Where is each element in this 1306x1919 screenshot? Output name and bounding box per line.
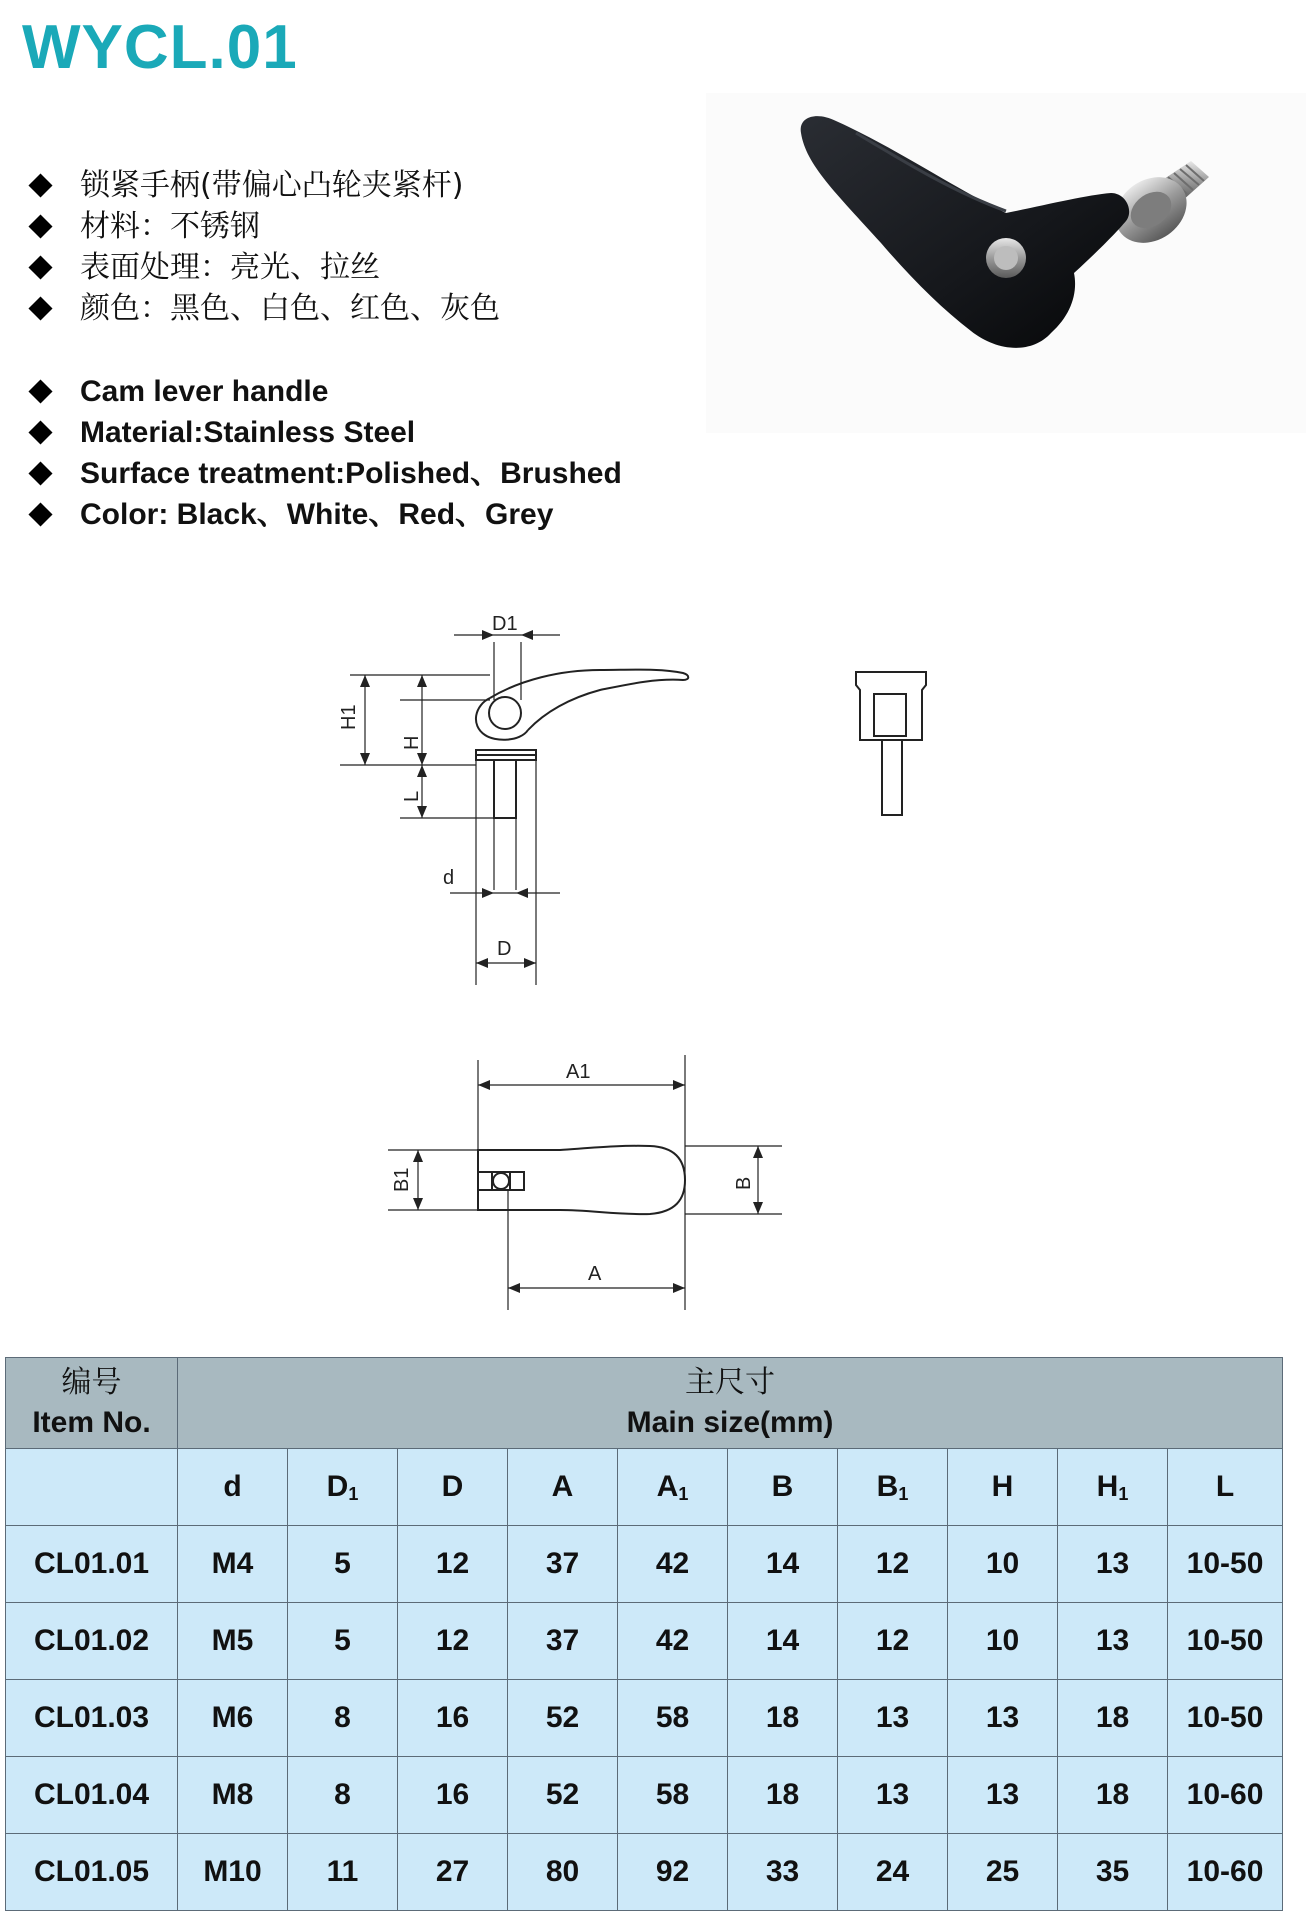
cam-lever bbox=[801, 116, 1129, 348]
product-title: WYCL.01 bbox=[22, 13, 298, 82]
table-cell: CL01.02 bbox=[6, 1603, 178, 1680]
table-cell: 18 bbox=[728, 1680, 838, 1757]
feature-item bbox=[28, 494, 622, 535]
feature-item bbox=[28, 453, 622, 494]
column-header: L bbox=[1168, 1449, 1283, 1526]
dim-label-l: L bbox=[401, 790, 423, 802]
table-cell: M6 bbox=[178, 1680, 288, 1757]
feature-item bbox=[28, 288, 500, 329]
table-cell: 13 bbox=[1058, 1603, 1168, 1680]
table-cell: 24 bbox=[838, 1834, 948, 1911]
table-cell: 16 bbox=[398, 1680, 508, 1757]
table-cell: 10 bbox=[948, 1526, 1058, 1603]
column-header: $B_1$ bbox=[838, 1449, 948, 1526]
column-header: H bbox=[948, 1449, 1058, 1526]
table-cell: 14 bbox=[728, 1526, 838, 1603]
table-cell: 10-60 bbox=[1168, 1834, 1283, 1911]
diamond-bullet-icon bbox=[28, 173, 52, 197]
dim-label-a1: A1 bbox=[566, 1061, 591, 1083]
feature-text: 表面处理：亮光、拉丝 bbox=[80, 250, 380, 285]
table-row bbox=[6, 1680, 1283, 1757]
table-row bbox=[6, 1603, 1283, 1680]
technical-drawing bbox=[0, 590, 1306, 1320]
end-view bbox=[856, 672, 926, 740]
table-cell: M4 bbox=[178, 1526, 288, 1603]
feature-list-english bbox=[28, 371, 622, 535]
column-header: D bbox=[398, 1449, 508, 1526]
table-cell: 42 bbox=[618, 1526, 728, 1603]
table-row bbox=[6, 1526, 1283, 1603]
feature-item bbox=[28, 247, 500, 288]
table-cell: M5 bbox=[178, 1603, 288, 1680]
table-cell: 14 bbox=[728, 1603, 838, 1680]
table-row bbox=[6, 1834, 1283, 1911]
diamond-bullet-icon bbox=[28, 379, 52, 403]
table-cell: 12 bbox=[398, 1603, 508, 1680]
table-cell: 42 bbox=[618, 1603, 728, 1680]
feature-text: Cam lever handle bbox=[80, 375, 329, 408]
product-photo bbox=[706, 93, 1306, 433]
table-cell: 11 bbox=[288, 1834, 398, 1911]
column-header-row bbox=[6, 1449, 1283, 1526]
main-size-header-cn: 主尺寸 bbox=[685, 1365, 776, 1400]
table-cell: 13 bbox=[1058, 1526, 1168, 1603]
column-header: d bbox=[178, 1449, 288, 1526]
dim-label-d: d bbox=[443, 867, 455, 889]
diamond-bullet-icon bbox=[28, 255, 52, 279]
table-cell: 13 bbox=[838, 1757, 948, 1834]
feature-text: Surface treatment:Polished、Brushed bbox=[80, 457, 622, 490]
table-cell: 80 bbox=[508, 1834, 618, 1911]
column-header: A bbox=[508, 1449, 618, 1526]
table-cell: CL01.03 bbox=[6, 1680, 178, 1757]
feature-text: Material:Stainless Steel bbox=[80, 416, 416, 449]
table-row bbox=[6, 1757, 1283, 1834]
main-size-header-en: Main size(mm) bbox=[626, 1406, 834, 1439]
column-header-empty bbox=[6, 1449, 178, 1526]
table-cell: 18 bbox=[1058, 1757, 1168, 1834]
table-cell: 92 bbox=[618, 1834, 728, 1911]
diamond-bullet-icon bbox=[28, 214, 52, 238]
table-cell: 5 bbox=[288, 1603, 398, 1680]
dim-label-D: D bbox=[497, 938, 512, 960]
side-view-stud bbox=[494, 760, 516, 818]
feature-item bbox=[28, 206, 500, 247]
table-cell: 52 bbox=[508, 1680, 618, 1757]
table-cell: 35 bbox=[1058, 1834, 1168, 1911]
table-cell: 5 bbox=[288, 1526, 398, 1603]
table-cell: 37 bbox=[508, 1526, 618, 1603]
table-cell: 58 bbox=[618, 1757, 728, 1834]
table-cell: M8 bbox=[178, 1757, 288, 1834]
table-cell: 18 bbox=[728, 1757, 838, 1834]
table-cell: 10-50 bbox=[1168, 1680, 1283, 1757]
table-cell: 12 bbox=[838, 1526, 948, 1603]
table-cell: 58 bbox=[618, 1680, 728, 1757]
table-cell: M10 bbox=[178, 1834, 288, 1911]
dim-label-b1: B1 bbox=[391, 1167, 413, 1192]
table-cell: 10-50 bbox=[1168, 1603, 1283, 1680]
diamond-bullet-icon bbox=[28, 296, 52, 320]
table-cell: 25 bbox=[948, 1834, 1058, 1911]
table-cell: 27 bbox=[398, 1834, 508, 1911]
dim-label-a: A bbox=[588, 1263, 602, 1285]
table-header-row bbox=[6, 1358, 1283, 1449]
feature-text: Color: Black、White、Red、Grey bbox=[80, 498, 554, 531]
feature-item bbox=[28, 412, 622, 453]
table-cell: 13 bbox=[838, 1680, 948, 1757]
table-cell: 10-60 bbox=[1168, 1757, 1283, 1834]
dim-label-h: H bbox=[401, 735, 423, 750]
table-cell: 13 bbox=[948, 1757, 1058, 1834]
feature-item bbox=[28, 371, 622, 412]
dim-label-d1: D1 bbox=[492, 613, 518, 635]
feature-item bbox=[28, 165, 500, 206]
table-cell: 8 bbox=[288, 1680, 398, 1757]
column-header: $H_1$ bbox=[1058, 1449, 1168, 1526]
table-cell: 52 bbox=[508, 1757, 618, 1834]
table-cell: CL01.05 bbox=[6, 1834, 178, 1911]
table-cell: 37 bbox=[508, 1603, 618, 1680]
feature-text: 颜色：黑色、白色、红色、灰色 bbox=[80, 291, 500, 326]
spec-table bbox=[5, 1357, 1283, 1911]
item-no-header-en: Item No. bbox=[32, 1406, 151, 1439]
table-cell: 12 bbox=[838, 1603, 948, 1680]
column-header: $D_1$ bbox=[288, 1449, 398, 1526]
table-cell: 16 bbox=[398, 1757, 508, 1834]
table-cell: 33 bbox=[728, 1834, 838, 1911]
item-no-header-cn: 编号 bbox=[61, 1365, 122, 1400]
table-cell: 8 bbox=[288, 1757, 398, 1834]
feature-text: 锁紧手柄(带偏心凸轮夹紧杆) bbox=[80, 168, 464, 203]
side-view-pivot bbox=[489, 697, 521, 729]
table-cell: CL01.01 bbox=[6, 1526, 178, 1603]
column-header: $A_1$ bbox=[618, 1449, 728, 1526]
diamond-bullet-icon bbox=[28, 461, 52, 485]
table-cell: 12 bbox=[398, 1526, 508, 1603]
column-header: B bbox=[728, 1449, 838, 1526]
item-no-header bbox=[6, 1358, 178, 1449]
diamond-bullet-icon bbox=[28, 502, 52, 526]
diamond-bullet-icon bbox=[28, 420, 52, 444]
table-cell: 10-50 bbox=[1168, 1526, 1283, 1603]
dim-label-b: B bbox=[733, 1176, 755, 1190]
table-cell: 10 bbox=[948, 1603, 1058, 1680]
dim-label-h1: H1 bbox=[338, 704, 360, 730]
table-cell: 18 bbox=[1058, 1680, 1168, 1757]
main-size-header bbox=[178, 1358, 1283, 1449]
feature-text: 材料：不锈钢 bbox=[80, 209, 260, 244]
feature-list-chinese bbox=[28, 165, 500, 329]
table-cell: CL01.04 bbox=[6, 1757, 178, 1834]
table-cell: 13 bbox=[948, 1680, 1058, 1757]
